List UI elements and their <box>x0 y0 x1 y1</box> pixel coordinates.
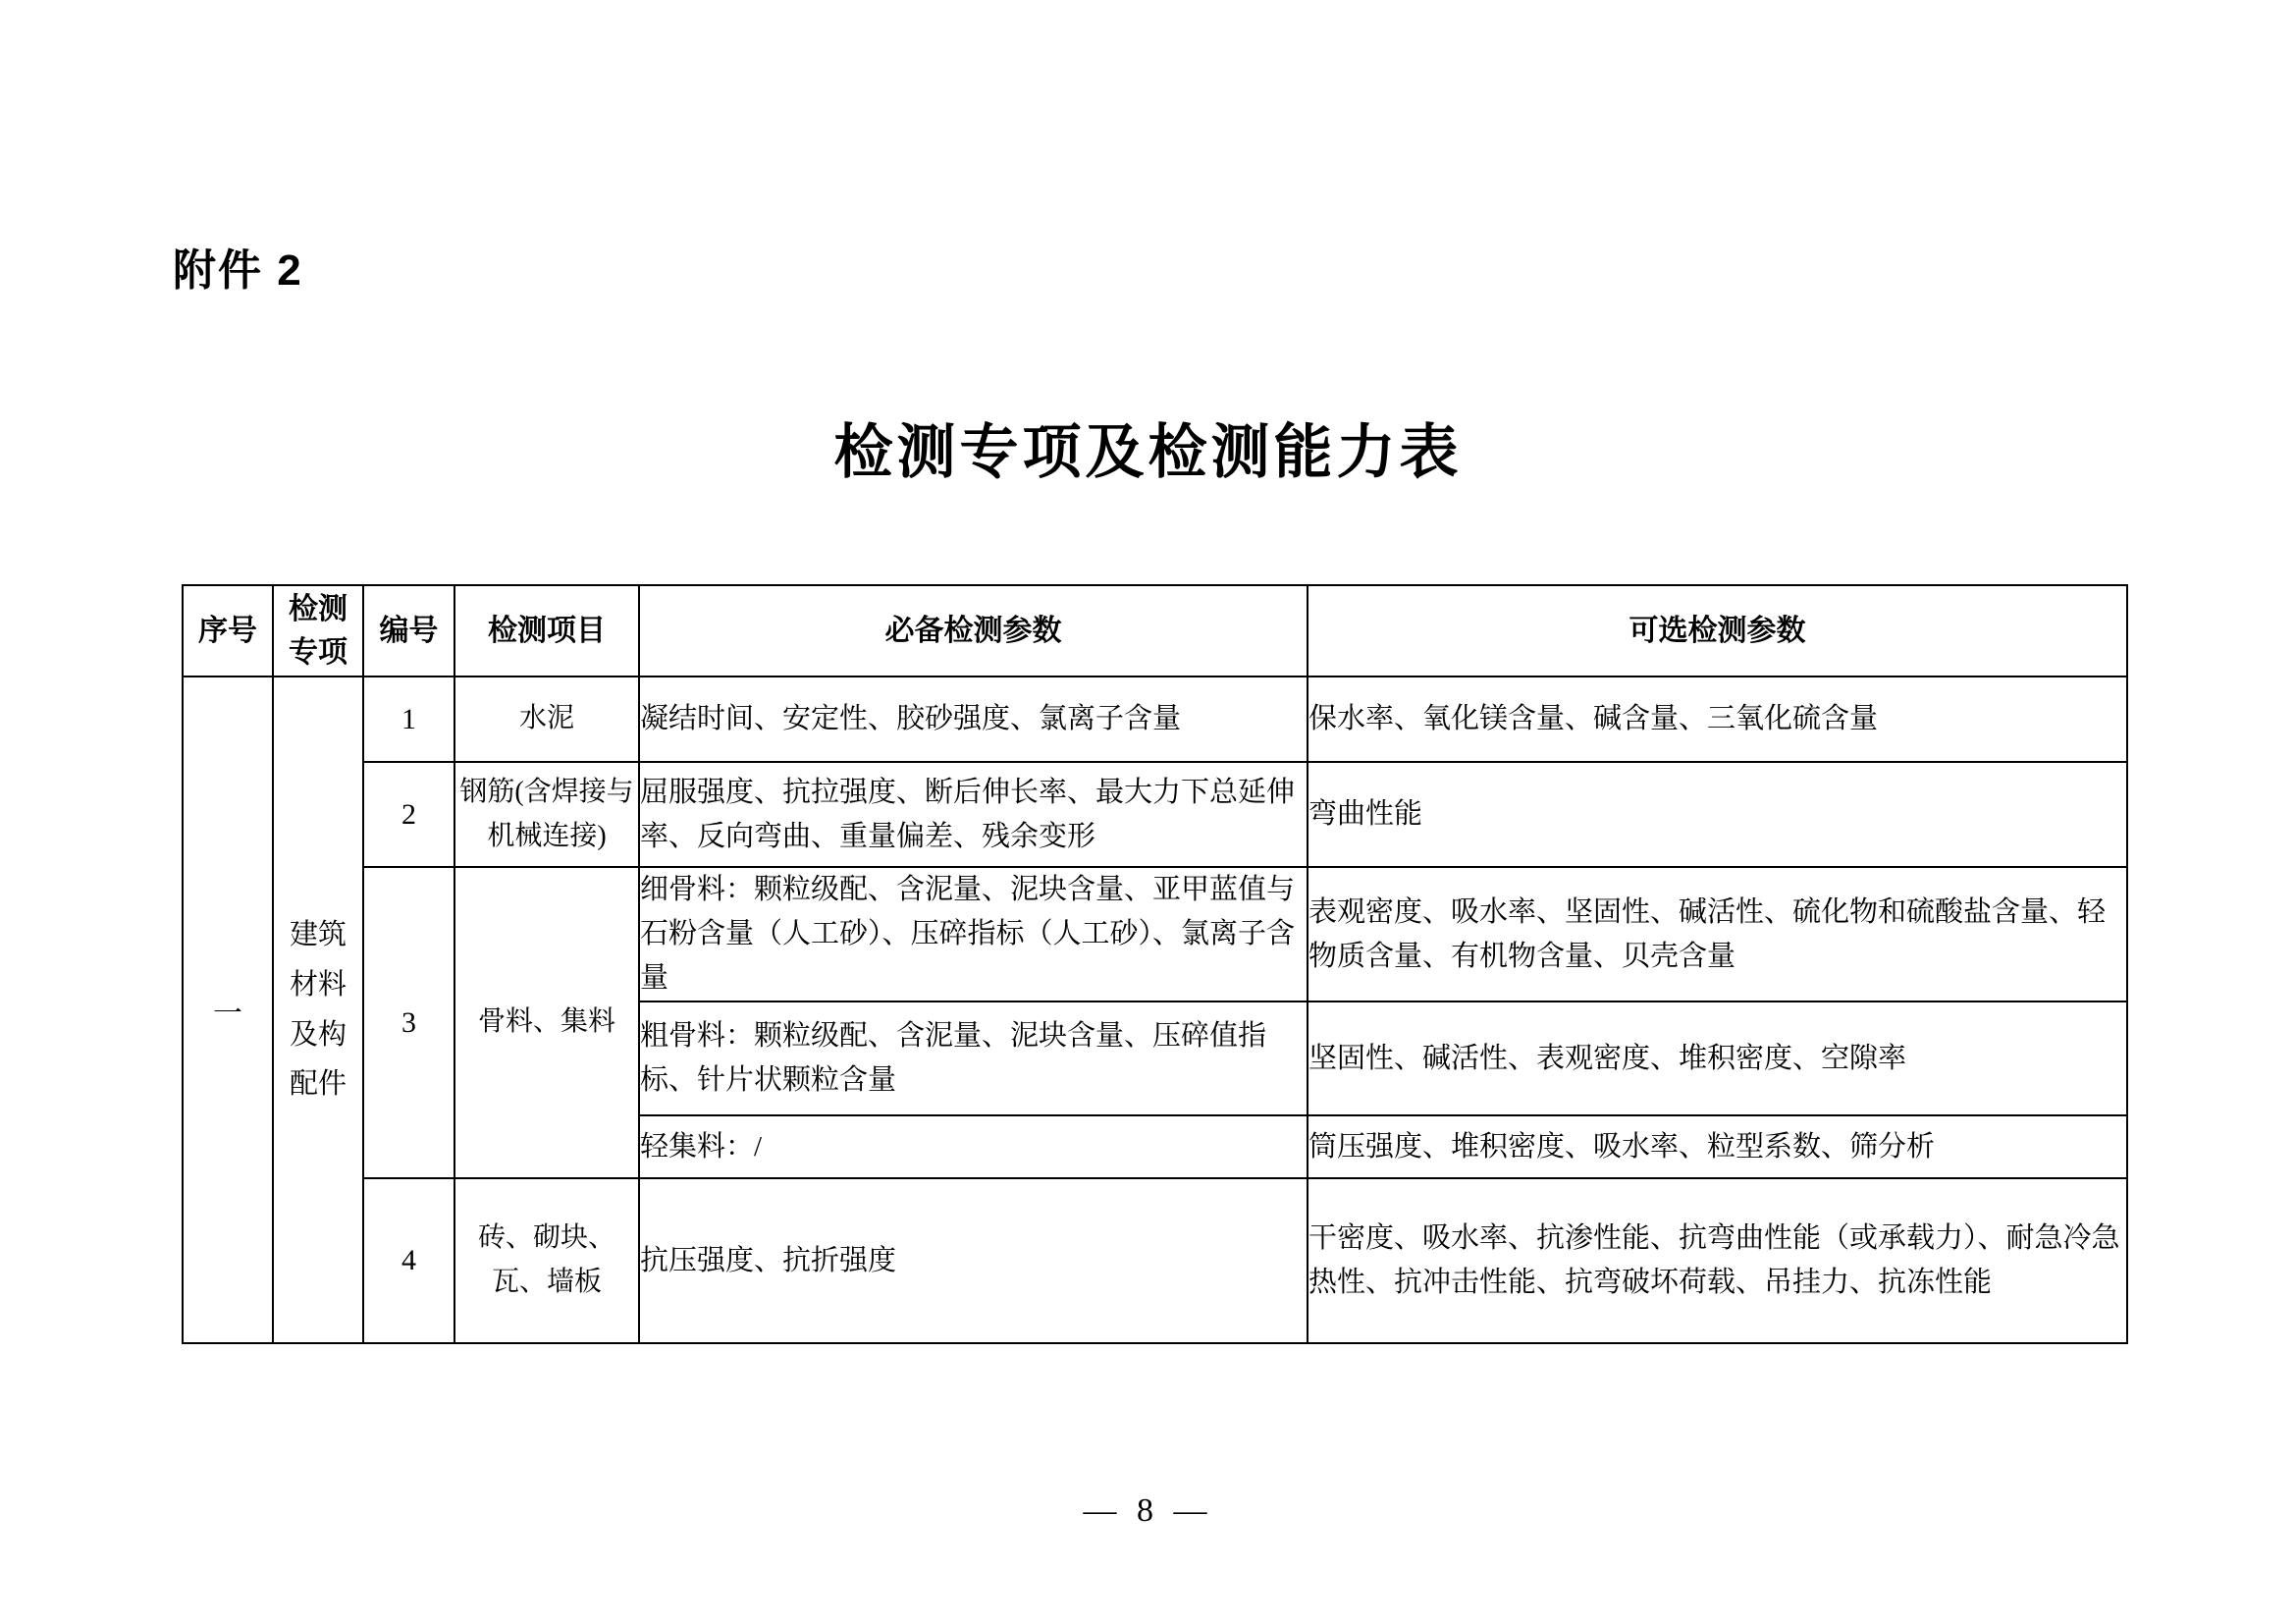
header-required-params: 必备检测参数 <box>639 585 1308 677</box>
item-cell: 水泥 <box>454 677 639 762</box>
page-number: — 8 — <box>1083 1492 1213 1529</box>
required-cell: 屈服强度、抗拉强度、断后伸长率、最大力下总延伸率、反向弯曲、重量偏差、残余变形 <box>639 762 1308 867</box>
required-cell: 细骨料：颗粒级配、含泥量、泥块含量、亚甲蓝值与石粉含量（人工砂）、压碎指标（人工砂）、氯离子含量 <box>639 867 1308 1001</box>
no-cell: 2 <box>363 762 454 867</box>
item-cell: 钢筋(含焊接与机械连接) <box>454 762 639 867</box>
required-cell: 粗骨料：颗粒级配、含泥量、泥块含量、压碎值指标、针片状颗粒含量 <box>639 1001 1308 1115</box>
optional-cell: 保水率、氧化镁含量、碱含量、三氧化硫含量 <box>1308 677 2127 762</box>
table-header-row <box>183 585 2127 677</box>
no-cell: 4 <box>363 1178 454 1343</box>
required-cell: 凝结时间、安定性、胶砂强度、氯离子含量 <box>639 677 1308 762</box>
table-row-brick <box>183 1178 2127 1343</box>
item-cell: 砖、砌块、瓦、墙板 <box>454 1178 639 1343</box>
table-row-aggregate-fine <box>183 867 2127 1001</box>
table-row-cement <box>183 677 2127 762</box>
optional-cell: 坚固性、碱活性、表观密度、堆积密度、空隙率 <box>1308 1001 2127 1115</box>
optional-cell: 弯曲性能 <box>1308 762 2127 867</box>
specialty-cell <box>273 677 363 1343</box>
optional-cell: 干密度、吸水率、抗渗性能、抗弯曲性能（或承载力）、耐急冷急热性、抗冲击性能、抗弯破坏荷载、吊挂力、抗冻性能 <box>1308 1178 2127 1343</box>
header-serial: 序号 <box>183 585 273 677</box>
header-specialty-text: 检测专项 <box>289 593 347 669</box>
item-cell: 骨料、集料 <box>454 867 639 1178</box>
no-cell: 3 <box>363 867 454 1178</box>
page-title: 检测专项及检测能力表 <box>833 419 1463 485</box>
header-no: 编号 <box>363 585 454 677</box>
required-cell: 抗压强度、抗折强度 <box>639 1178 1308 1343</box>
no-cell: 1 <box>363 677 454 762</box>
optional-cell: 表观密度、吸水率、坚固性、碱活性、硫化物和硫酸盐含量、轻物质含量、有机物含量、贝壳含量 <box>1308 867 2127 1001</box>
attachment-label: 附件 2 <box>173 246 303 295</box>
serial-cell: 一 <box>183 677 273 1343</box>
header-optional-params: 可选检测参数 <box>1308 585 2127 677</box>
required-cell: 轻集料：/ <box>639 1115 1308 1178</box>
capability-table <box>182 584 2128 1344</box>
table-row-rebar <box>183 762 2127 867</box>
specialty-text: 建筑材料及构配件 <box>289 919 347 1101</box>
header-specialty <box>273 585 363 677</box>
optional-cell: 筒压强度、堆积密度、吸水率、粒型系数、筛分析 <box>1308 1115 2127 1178</box>
header-item: 检测项目 <box>454 585 639 677</box>
